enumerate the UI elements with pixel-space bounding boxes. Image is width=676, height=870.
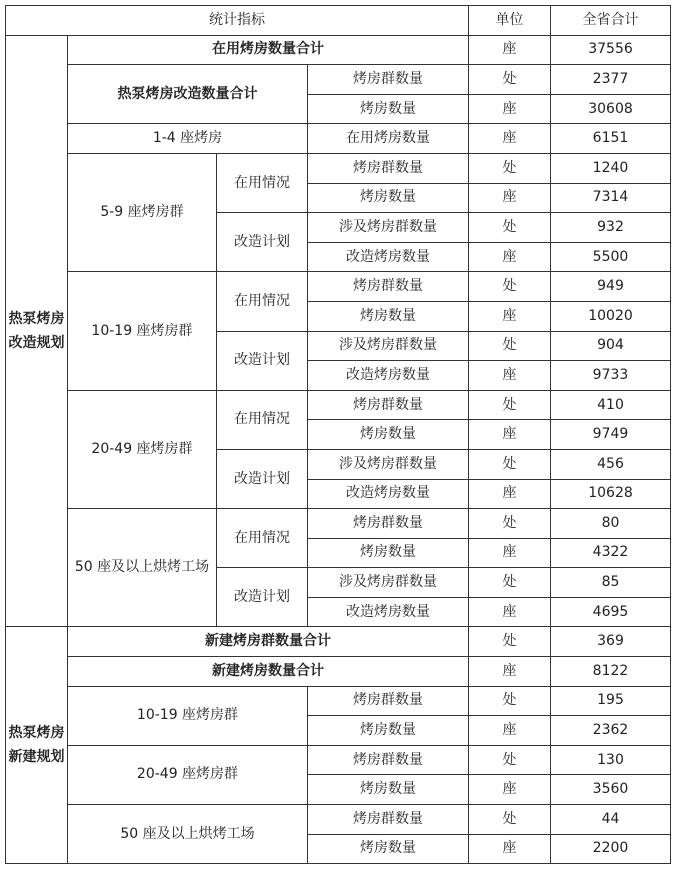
metric-label: 烤房群数量 [308,390,469,420]
unit-cell: 处 [469,805,551,835]
table-row [6,686,671,716]
metric-label: 烤房群数量 [308,805,469,835]
unit-cell: 处 [469,272,551,302]
metric-label: 烤房数量 [308,716,469,746]
status-label: 改造计划 [217,213,308,272]
metric-label: 涉及烤房群数量 [308,213,469,243]
unit-cell: 处 [469,390,551,420]
group-label: 10-19 座烤房群 [68,686,308,745]
unit-cell: 座 [469,538,551,568]
group-label: 50 座及以上烘烤工场 [68,805,308,864]
value-cell: 3560 [551,775,671,805]
unit-cell: 座 [469,479,551,509]
value-cell: 2200 [551,834,671,864]
value-cell: 5500 [551,242,671,272]
value-cell: 369 [551,627,671,657]
metric-label: 烤房数量 [308,94,469,124]
table-row [6,509,671,539]
group-label: 50 座及以上烘烤工场 [68,509,217,627]
metric-label: 烤房群数量 [308,686,469,716]
metric-label: 烤房数量 [308,420,469,450]
metric-label: 烤房数量 [308,301,469,331]
value-cell: 410 [551,390,671,420]
group-label: 新建烤房群数量合计 [68,627,469,657]
value-cell: 9733 [551,361,671,391]
unit-cell: 处 [469,509,551,539]
unit-cell: 座 [469,775,551,805]
metric-label: 涉及烤房群数量 [308,449,469,479]
unit-cell: 座 [469,183,551,213]
value-cell: 4322 [551,538,671,568]
value-cell: 195 [551,686,671,716]
metric-label: 改造烤房数量 [308,479,469,509]
unit-cell: 处 [469,213,551,243]
table-row [6,272,671,302]
metric-label: 烤房数量 [308,775,469,805]
value-cell: 2377 [551,65,671,95]
table-row [6,65,671,95]
unit-cell: 座 [469,420,551,450]
unit-cell: 处 [469,686,551,716]
unit-cell: 座 [469,716,551,746]
value-cell: 949 [551,272,671,302]
value-cell: 9749 [551,420,671,450]
status-label: 改造计划 [217,449,308,508]
value-cell: 456 [551,449,671,479]
group-label: 20-49 座烤房群 [68,390,217,508]
value-cell: 85 [551,568,671,598]
metric-label: 烤房群数量 [308,272,469,302]
section-retrofit: 热泵烤房改造规划 [6,35,68,627]
group-label: 10-19 座烤房群 [68,272,217,390]
metric-label: 改造烤房数量 [308,361,469,391]
value-cell: 1240 [551,153,671,183]
value-cell: 8122 [551,657,671,687]
status-label: 在用情况 [217,509,308,568]
group-label: 热泵烤房改造数量合计 [68,65,308,124]
statistics-table [5,5,671,864]
table-row [6,627,671,657]
metric-label: 烤房数量 [308,538,469,568]
metric-label: 在用烤房数量 [308,124,469,154]
unit-cell: 处 [469,331,551,361]
unit-cell: 座 [469,35,551,65]
status-label: 改造计划 [217,331,308,390]
header-indicator: 统计指标 [6,6,469,36]
table-row [6,153,671,183]
metric-label: 烤房群数量 [308,509,469,539]
metric-label: 涉及烤房群数量 [308,568,469,598]
unit-cell: 座 [469,124,551,154]
value-cell: 6151 [551,124,671,154]
value-cell: 932 [551,213,671,243]
value-cell: 44 [551,805,671,835]
metric-label: 改造烤房数量 [308,597,469,627]
unit-cell: 座 [469,94,551,124]
status-label: 在用情况 [217,153,308,212]
value-cell: 10628 [551,479,671,509]
table-row [6,805,671,835]
table-row [6,390,671,420]
unit-cell: 座 [469,242,551,272]
table-row [6,35,671,65]
unit-cell: 处 [469,449,551,479]
header-total: 全省合计 [551,6,671,36]
group-label: 1-4 座烤房 [68,124,308,154]
metric-label: 烤房数量 [308,183,469,213]
unit-cell: 座 [469,657,551,687]
metric-label: 烤房群数量 [308,65,469,95]
value-cell: 130 [551,745,671,775]
unit-cell: 座 [469,361,551,391]
value-cell: 80 [551,509,671,539]
group-label: 新建烤房数量合计 [68,657,469,687]
status-label: 改造计划 [217,568,308,627]
group-label: 在用烤房数量合计 [68,35,469,65]
value-cell: 904 [551,331,671,361]
unit-cell: 座 [469,597,551,627]
metric-label: 烤房群数量 [308,745,469,775]
value-cell: 37556 [551,35,671,65]
value-cell: 10020 [551,301,671,331]
unit-cell: 处 [469,65,551,95]
metric-label: 改造烤房数量 [308,242,469,272]
section-newbuild: 热泵烤房新建规划 [6,627,68,864]
value-cell: 7314 [551,183,671,213]
status-label: 在用情况 [217,390,308,449]
table-row [6,745,671,775]
header-row [6,6,671,36]
table-row [6,657,671,687]
header-unit: 单位 [469,6,551,36]
value-cell: 2362 [551,716,671,746]
value-cell: 30608 [551,94,671,124]
value-cell: 4695 [551,597,671,627]
unit-cell: 座 [469,834,551,864]
unit-cell: 处 [469,153,551,183]
metric-label: 烤房群数量 [308,153,469,183]
unit-cell: 座 [469,301,551,331]
unit-cell: 处 [469,568,551,598]
unit-cell: 处 [469,627,551,657]
metric-label: 烤房数量 [308,834,469,864]
metric-label: 涉及烤房群数量 [308,331,469,361]
table-row [6,124,671,154]
status-label: 在用情况 [217,272,308,331]
group-label: 5-9 座烤房群 [68,153,217,271]
unit-cell: 处 [469,745,551,775]
group-label: 20-49 座烤房群 [68,745,308,804]
